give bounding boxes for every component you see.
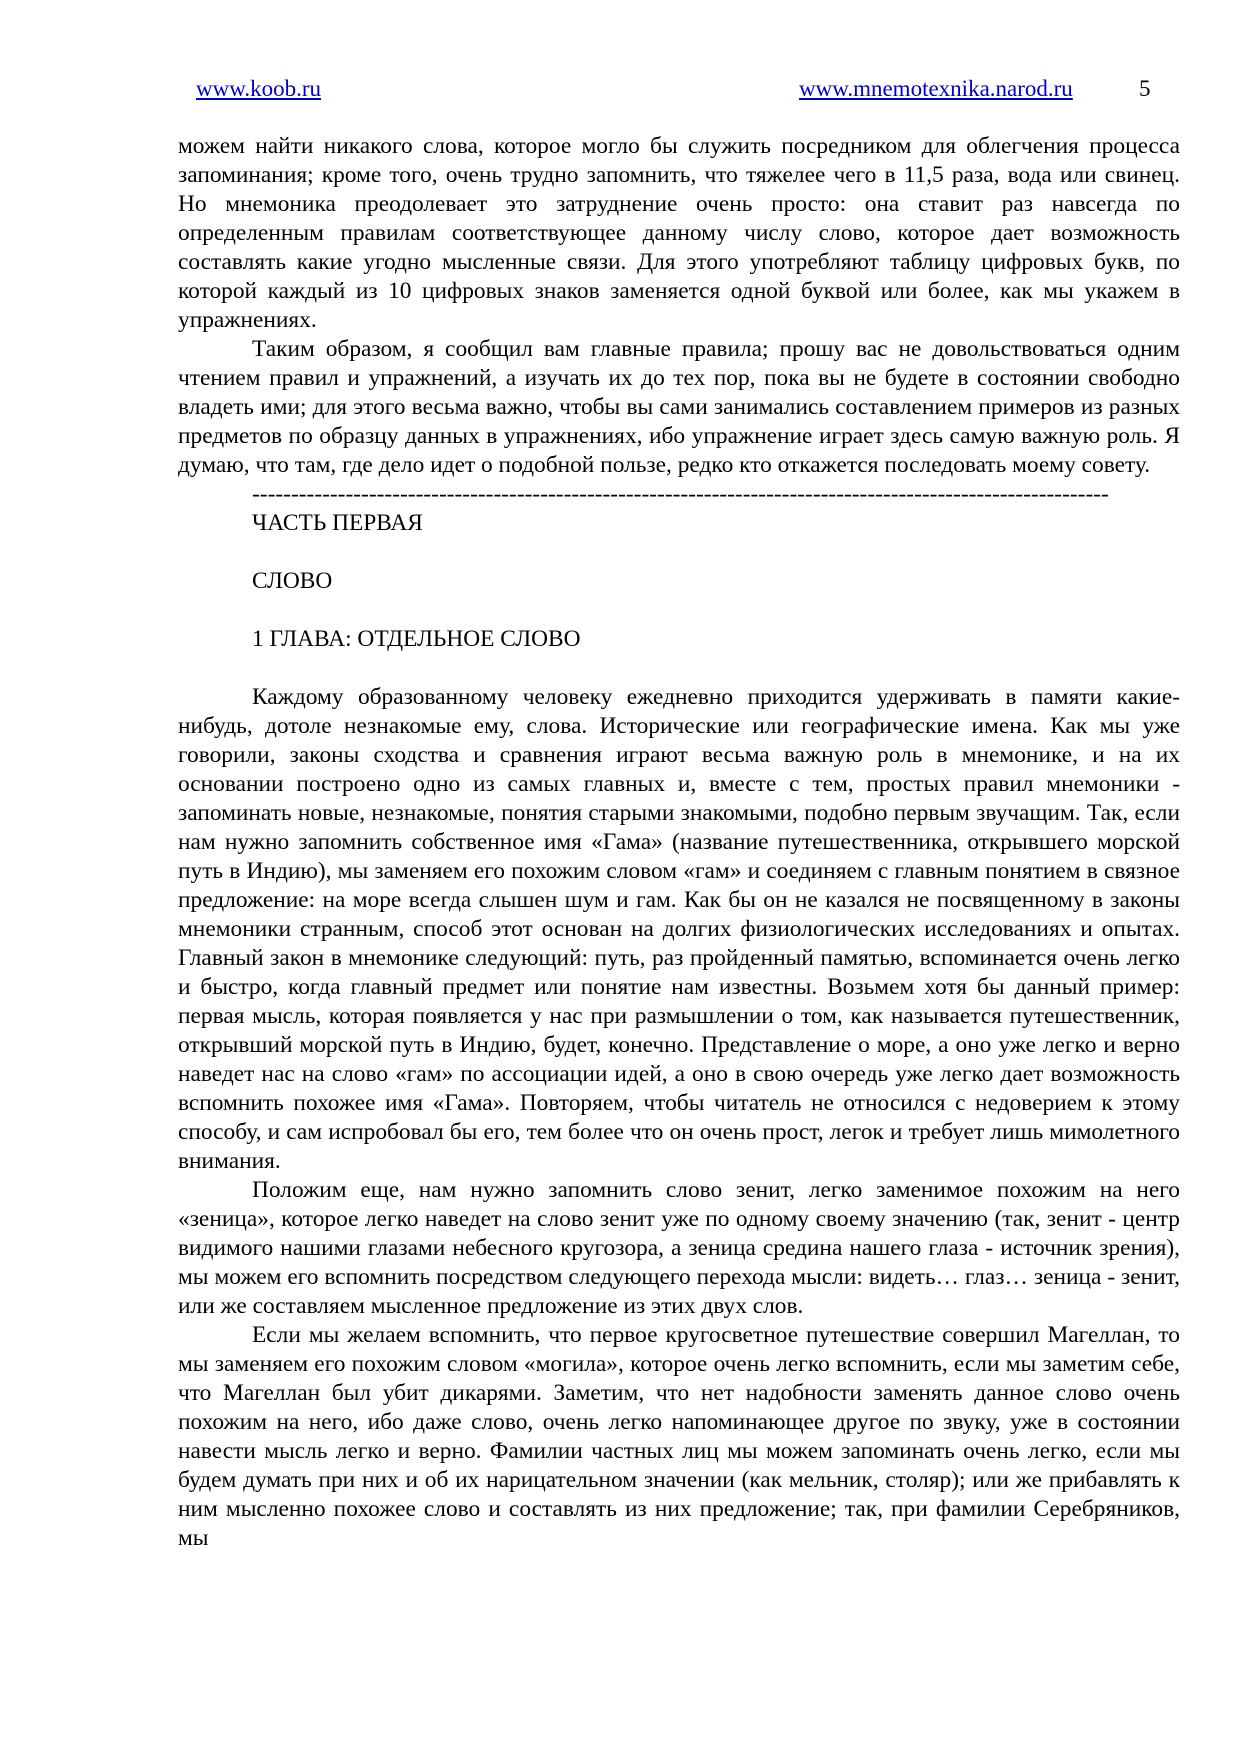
spacer [178,538,1180,567]
chapter-heading: 1 ГЛАВА: ОТДЕЛЬНОЕ СЛОВО [252,626,581,652]
chapter-paragraph-2: Положим еще, нам нужно запомнить слово зенит, легко заменимое похожим на него «зеница», которое легко наведет на слово зенит уже по одному своему значению (так, зенит - центр видимого нашими глазами небесного кругозора, а зеница средина нашего глаза - источник зрения), мы можем его вспомнить посредством следующего перехода мысли: видеть… глаз… зеница - зенит, или же составляем мысленное предложение из этих двух слов. [178,1177,1180,1319]
body-text [178,132,1180,1553]
chapter-paragraph-1: Каждому образованному человеку ежедневно приходится удерживать в памяти какие-нибудь, дотоле незнакомые ему, слова. Исторические или географические имена. Как мы уже говорили, законы сходства и сравнения играют весьма важную роль в мнемонике, и на их основании построено одно из самых главных и, вместе с тем, простых правил мнемоники - запоминать новые, незнакомые, понятия старыми знакомыми, подобно первым звучащим. Так, если нам нужно запомнить собственное имя «Гама» (название путешественника, открывшего морской путь в Индию), мы заменяем его похожим словом «гам» и соединяем с главным понятием в связное предложение: на море всегда слышен шум и гам. Как бы он не казался не посвященному в законы мнемоники странным, способ этот основан на долгих физиологических исследованиях и опытах. Главный закон в мнемонике следующий: путь, раз пройденный памятью, вспоминается очень легко и быстро, когда главный предмет или понятие нам известны. Возьмем хотя бы данный пример: первая мысль, которая появляется у нас при размышлении о том, как называется путешественник, открывший морской путь в Индию, будет, конечно. Представление о море, а оно уже легко и верно наведет нас на слово «гам» по ассоциации идей, а оно в свою очередь уже легко дает возможность вспомнить похожее имя «Гама». Повторяем, чтобы читатель не относился с недоверием к этому способу, и сам испробовал бы его, тем более что он очень прост, легок и требует лишь мимолетного внимания. [178,684,1180,1174]
spacer [178,654,1180,683]
separator-line: -------------------------------------------------------------------------------------------------------------- [252,481,1109,507]
page-header [0,75,1240,105]
chapter-paragraph-3: Если мы желаем вспомнить, что первое кругосветное путешествие совершил Магеллан, то мы заменяем его похожим словом «могила», которое очень легко вспомнить, если мы заметим себе, что Магеллан был убит дикарями. Заметим, что нет надобности заменять данное слово очень похожим на него, ибо даже слово, очень легко напоминающее другое по звуку, уже в состоянии навести мысль легко и верно. Фамилии частных лиц мы можем запоминать очень легко, если мы будем думать при них и об их нарицательном значении (как мельник, столяр); или же прибавлять к ним мысленно похожее слово и составлять из них предложение; так, при фамилии Серебряников, мы [178,1322,1180,1551]
koob-link[interactable]: www.koob.ru [196,76,321,101]
intro-paragraph-1: можем найти никакого слова, которое могло бы служить посредником для облегчения процесса запоминания; кроме того, очень трудно запомнить, что тяжелее чего в 11,5 раза, вода или свинец. Но мнемоника преодолевает это затруднение очень просто: она ставит раз навсегда по определенным правилам соответствующее данному числу слово, которое дает возможность составлять какие угодно мысленные связи. Для этого употребляют таблицу цифровых букв, по которой каждый из 10 цифровых знаков заменяется одной буквой или более, как мы укажем в упражнениях. [178,133,1180,333]
page-number: 5 [1139,76,1151,101]
intro-paragraph-2: Таким образом, я сообщил вам главные правила; прошу вас не довольствоваться одним чтением правил и упражнений, а изучать их до тех пор, пока вы не будете в состоянии свободно владеть ими; для этого весьма важно, чтобы вы сами занимались составлением примеров из разных предметов по образцу данных в упражнениях, ибо упражнение играет здесь самую важную роль. Я думаю, что там, где дело идет о подобной пользе, редко кто откажется последовать моему совету. [178,336,1180,478]
section-heading: СЛОВО [252,568,333,594]
mnemotexnika-link[interactable]: www.mnemotexnika.narod.ru [799,76,1073,101]
spacer [178,596,1180,625]
part-heading: ЧАСТЬ ПЕРВАЯ [252,510,423,536]
